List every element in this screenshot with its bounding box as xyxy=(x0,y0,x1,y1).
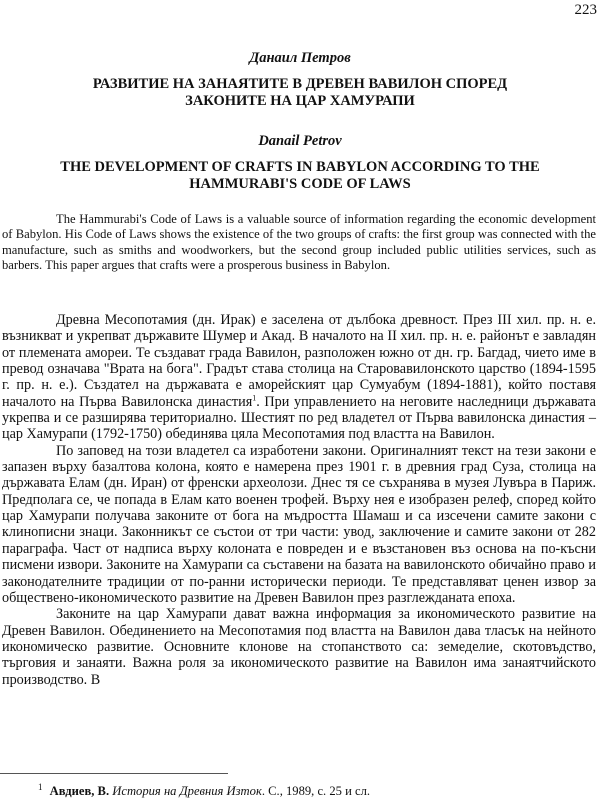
title-en-line-1: THE DEVELOPMENT OF CRAFTS IN BABYLON ACCORDING TO THE xyxy=(60,159,540,175)
paragraph-1-text-b: . При управлението на неговите наследници държавата укрепва и се разширява териториално. Шестият по ред владетел от Първа вавилонска династия – цар Хамурапи (1792-1750) обединява цяла Месопотамия под властта на Вавилон. xyxy=(2,393,596,443)
author-name-english: Danail Petrov xyxy=(258,133,342,149)
title-bg-line-2: ЗАКОНИТЕ НА ЦАР ХАМУРАПИ xyxy=(185,93,415,109)
body-text xyxy=(2,312,596,688)
footnote-number: 1 xyxy=(38,782,43,792)
author-name-bulgarian: Данаил Петров xyxy=(249,50,351,66)
paragraph-3: Законите на цар Хамурапи дават важна информация за икономическото развитие на Древен Вавилон. Обединението на Месопотамия под властта на Вавилон дава тласък на нейното икономическо развитие. Основните клонове на стопанството са: земеделие, скотовъдство, търговия и занаяти. Важна роля за икономическото развитие на Вавилон има занаятчийското производство. В xyxy=(2,606,596,688)
article-title-english xyxy=(0,159,600,193)
title-bg-line-1: РАЗВИТИЕ НА ЗАНАЯТИТЕ В ДРЕВЕН ВАВИЛОН СПОРЕД xyxy=(92,76,508,92)
article-title-bulgarian xyxy=(0,76,600,110)
footnote-separator xyxy=(0,773,228,774)
paragraph-1-text-a: Древна Месопотамия (дн. Ирак) е заселена от дълбока древност. През III хил. пр. н. е. възникват и укрепват държавите Шумер и Акад. В началото на II хил. пр. н. е. районът е завладян от племената амореи. Те създават града Вавилон, разположен южно от дн. гр. Багдад, чието име в превод означава "Врата на бога". Градът става столица на Старовавилонското царство (1894-1595 г. пр. н. е.). Създател на държавата е аморейският цар Сумуабум (1894-1881), който поставя началото на Първа Вавилонска династия xyxy=(2,312,596,410)
paragraph-2: По заповед на този владетел са изработени закони. Оригиналният текст на тези закони е запазен върху базалтова колона, която е намерена през 1901 г. в древния град Суза, столица на държавата Елам (дн. Иран) от френски археолози. Днес тя се съхранява в музея Лувъра в Париж. Предполага се, че попада в Елам като военен трофей. Върху нея е изобразен релеф, според който цар Хамурапи получава законите от бога на мъдростта Шамаш и са изсечени самите закони с клинописни знаци. Законникът се състои от три части: увод, заключение и самите закони от 282 параграфа. Част от надписа върху колоната е повреден и е възстановен въз основа на по-късни писмени извори. Законите на Хамурапи са съставени на базата на вавилонското обичайно право и законодателните традиции от по-ранни исторически периоди. Те представляват ценен извор за обществено-икономическото развитие на Древен Вавилон през разглежданата епоха. xyxy=(2,442,596,606)
footnote xyxy=(38,782,370,799)
title-en-line-2: HAMMURABI'S CODE OF LAWS xyxy=(189,176,411,192)
paragraph-1 xyxy=(2,312,596,443)
footnote-details: . С., 1989, с. 25 и сл. xyxy=(261,784,371,799)
footnote-author: Авдиев, В. xyxy=(49,784,110,799)
footnote-reference[interactable]: 1 xyxy=(252,392,257,402)
footnote-title: История на Древния Изток xyxy=(112,784,262,799)
abstract: The Hammurabi's Code of Laws is a valuable source of information regarding the economic development of Babylon. His Code of Laws shows the existence of the two groups of crafts: the first group was connected with the manufacture, such as smiths and woodworkers, but the second group included public utilities services, such as barbers. This paper argues that crafts were a prosperous business in Babylon. xyxy=(2,212,596,272)
page-number: 223 xyxy=(574,2,597,18)
